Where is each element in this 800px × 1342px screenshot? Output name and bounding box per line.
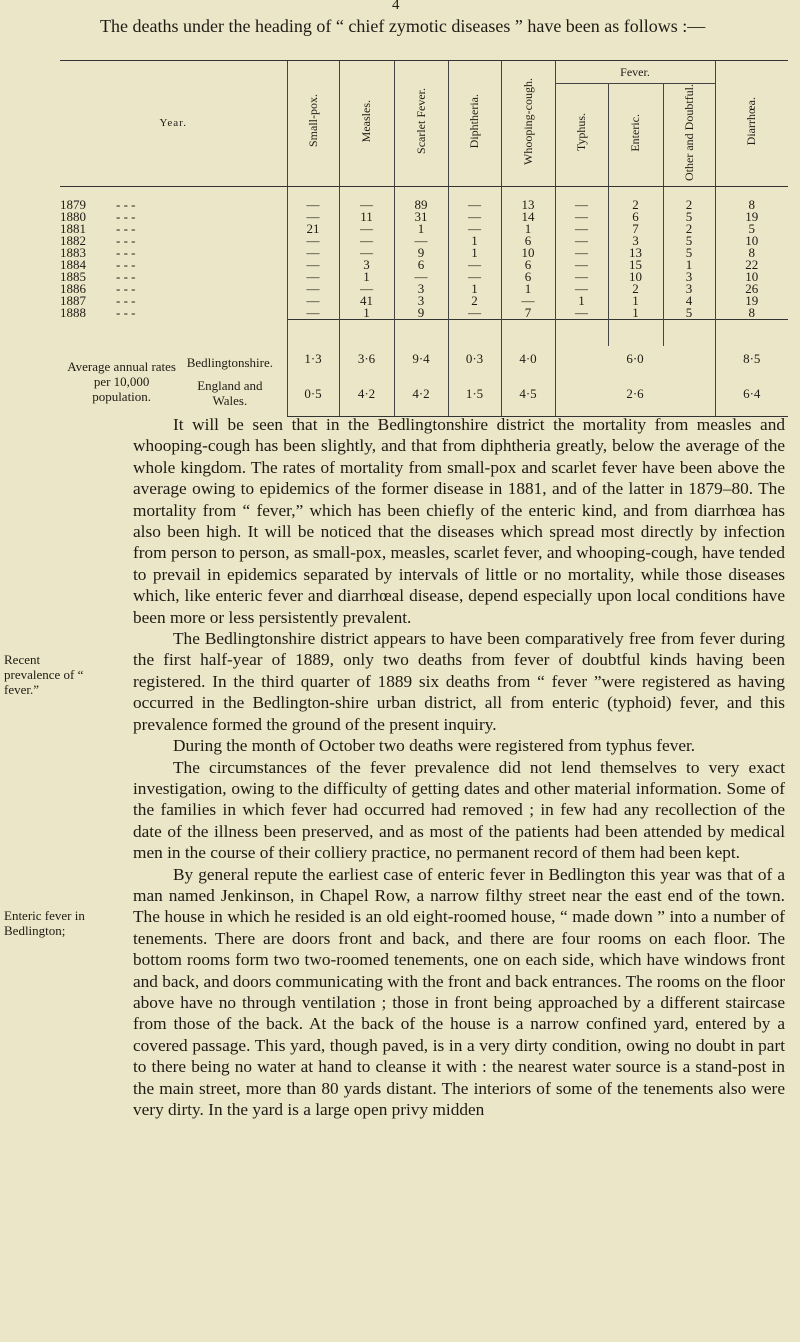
paragraph: The circumstances of the fever prevalence did not lend themselves to very exact investigation, owing to the difficulty of getting dates and other material information. Some of the families in which fever had occurred had removed ; in few had any recollection of the date of the illness been preserved, and as most of the patients had been attended by medical men in the course of their colliery practice, no permanent record of them had been kept. (133, 757, 785, 863)
value-cell: 13 (501, 186, 555, 211)
value-cell: — (287, 247, 339, 259)
table-row (60, 271, 788, 283)
table-row (60, 283, 788, 295)
value-cell: 6 (394, 259, 448, 271)
value-cell: — (448, 259, 501, 271)
avg-value: 4·2 (394, 372, 448, 417)
value-cell: 26 (715, 283, 788, 295)
year-cell: 1887 - - - (60, 292, 136, 308)
value-cell: — (287, 271, 339, 283)
value-cell: — (339, 223, 394, 235)
value-cell: 8 (715, 307, 788, 320)
average-rates-label: Average annual rates per 10,000 population. Bedlingtonshire. England and Wales. (60, 346, 287, 417)
value-cell: 15 (608, 259, 663, 271)
col-header-diphtheria: Diphtheria. (448, 61, 501, 187)
value-cell: — (339, 283, 394, 295)
value-cell: 2 (608, 186, 663, 211)
value-cell: 1 (501, 223, 555, 235)
value-cell: 1 (339, 307, 394, 320)
value-cell: 5 (715, 223, 788, 235)
value-cell: 19 (715, 295, 788, 307)
year-cell: 1884 - - - (60, 256, 136, 272)
paragraph: The Bedlingtonshire district appears to have been comparatively free from fever during the first half-year of 1889, only two deaths from fever of doubtful kinds having been registered. In the third quarter of 1889 six deaths from “ fever ”were registered as having occurred in the Bedlington-shire urban district, all from enteric (typhoid) fever, and this prevalence formed the ground of the present inquiry. (133, 629, 785, 734)
value-cell: 1 (394, 223, 448, 235)
value-cell: 21 (287, 223, 339, 235)
value-cell: — (555, 186, 608, 211)
year-cell: 1882 - - - (60, 232, 136, 248)
value-cell: 1 (501, 283, 555, 295)
intro-sentence: The deaths under the heading of “ chief zymotic diseases ” have been as follows :— (100, 16, 706, 36)
value-cell: 10 (715, 235, 788, 247)
avg-value: 1·5 (448, 372, 501, 417)
avg-value: 0·3 (448, 346, 501, 372)
side-note-enteric-bedlington: Enteric fever in Bedlington; (4, 908, 85, 938)
paragraph: During the month of October two deaths were registered from typhus fever. (173, 736, 696, 756)
value-cell: — (555, 307, 608, 320)
area-england-wales: England and Wales. (197, 377, 263, 408)
col-header-measles: Measles. (339, 61, 394, 187)
value-cell: 10 (608, 271, 663, 283)
year-header: Year. (60, 61, 287, 187)
value-cell: 19 (715, 211, 788, 223)
value-cell: — (287, 259, 339, 271)
value-cell: 9 (394, 307, 448, 320)
value-cell: 22 (715, 259, 788, 271)
value-cell: 3 (394, 295, 448, 307)
value-cell: 1 (663, 259, 715, 271)
col-header-typhus: Typhus. (555, 84, 608, 187)
col-header-other-doubtful: Other and Doubtful. (663, 84, 715, 187)
value-cell: 2 (608, 283, 663, 295)
value-cell: 10 (501, 247, 555, 259)
paragraph: It will be seen that in the Bedlingtonshire district the mortality from measles and whooping-cough has been slightly, and that from diphtheria greatly, below the average of the whole kingdom. The rates of mortality from small-pox and scarlet fever have been above the average owing to epidemics of the former disease in 1881, and of the latter in 1879–80. The mortality from “ fever,” which has been chiefly of the enteric kind, and from diarrhœa has also been high. It will be noticed that the diseases which spread most directly by infection from person to person, as small-pox, measles, scarlet fever, and whooping-cough, have tended to prevail in epidemics separated by intervals of little or no mortality, while those diseases which, like enteric fever and diarrhœal disease, depend especially upon local conditions have been more or less persistently prevalent. (133, 415, 785, 627)
value-cell: — (339, 235, 394, 247)
value-cell: — (287, 186, 339, 211)
table-row (60, 307, 788, 320)
value-cell: 1 (555, 295, 608, 307)
value-cell: 5 (663, 307, 715, 320)
value-cell: 1 (448, 283, 501, 295)
value-cell: — (394, 271, 448, 283)
page-number: 4 (392, 0, 400, 13)
value-cell: 1 (448, 235, 501, 247)
value-cell: — (287, 295, 339, 307)
col-header-smallpox: Small-pox. (287, 61, 339, 187)
side-note-recent-fever: Recent prevalence of “ fever.” (4, 652, 84, 697)
table-row (60, 295, 788, 307)
avg-fever-value: 6·0 (555, 346, 715, 372)
year-cell: 1888 - - - (60, 305, 136, 321)
year-cell: 1885 - - - (60, 268, 136, 284)
avg-value: 3·6 (339, 346, 394, 372)
table-row (60, 211, 788, 223)
value-cell: — (448, 271, 501, 283)
intro-text (60, 16, 780, 36)
value-cell: 13 (608, 247, 663, 259)
area-bedlingtonshire: Bedlingtonshire. (186, 354, 274, 370)
avg-diarrhoea-value: 8·5 (715, 346, 788, 372)
value-cell: — (555, 235, 608, 247)
value-cell: — (555, 223, 608, 235)
value-cell: 8 (715, 186, 788, 211)
table-row (60, 235, 788, 247)
value-cell: 1 (608, 295, 663, 307)
value-cell: 7 (501, 307, 555, 320)
value-cell: 5 (663, 211, 715, 223)
value-cell: — (287, 283, 339, 295)
value-cell: — (501, 295, 555, 307)
col-header-diarrhoea: Diarrhœa. (715, 61, 788, 187)
avg-value: 1·3 (287, 346, 339, 372)
col-header-enteric: Enteric. (608, 84, 663, 187)
avg-value: 0·5 (287, 372, 339, 417)
body-text (133, 414, 785, 1120)
value-cell: 4 (663, 295, 715, 307)
value-cell: 2 (448, 295, 501, 307)
table-row (60, 247, 788, 259)
value-cell: 14 (501, 211, 555, 223)
value-cell: 8 (715, 247, 788, 259)
value-cell: — (555, 259, 608, 271)
value-cell: 10 (715, 271, 788, 283)
avg-value: 4·2 (339, 372, 394, 417)
value-cell: — (555, 247, 608, 259)
col-header-scarlet-fever: Scarlet Fever. (394, 61, 448, 187)
value-cell: 7 (608, 223, 663, 235)
value-cell: — (555, 211, 608, 223)
year-cell: 1879 - - - (60, 196, 136, 212)
year-cell: 1886 - - - (60, 280, 136, 296)
value-cell: — (287, 235, 339, 247)
avg-value: 9·4 (394, 346, 448, 372)
value-cell: 1 (608, 307, 663, 320)
value-cell: 3 (663, 283, 715, 295)
value-cell: 2 (663, 223, 715, 235)
value-cell: 89 (394, 186, 448, 211)
value-cell: — (287, 307, 339, 320)
year-cell: 1880 - - - (60, 208, 136, 224)
value-cell: 1 (339, 271, 394, 283)
value-cell: 31 (394, 211, 448, 223)
year-cell: 1883 - - - (60, 244, 136, 260)
col-header-whooping-cough: Whooping-cough. (501, 61, 555, 187)
value-cell: 6 (608, 211, 663, 223)
value-cell: — (448, 186, 501, 211)
paragraph: By general repute the earliest case of enteric fever in Bedlington this year was that of a man named Jenkinson, in Chapel Row, a narrow filthy street near the east end of the town. The house in which he resided is an old eight-roomed house, “ made down ” into a number of tenements. There are doors front and back, and there are four rooms on each floor. The bottom rooms form two two-roomed tenements, one on each side, which have windows front and back, and doors communicating with the front and back entrances. The rooms on the floor above have no through ventilation ; those in front being approached by a different staircase from those of the back. At the back of the house is a narrow confined yard, entered by a covered passage. This yard, though paved, is in a very dirty condition, owing no doubt in part to there being no water at hand to cleanse it with : the nearest water source is a stand-post in the main street, more than 80 yards distant. The interiors of some of the tenements also were very dirty. In the yard is a large open privy midden (133, 864, 785, 1119)
value-cell: — (448, 223, 501, 235)
value-cell: 9 (394, 247, 448, 259)
value-cell: 3 (339, 259, 394, 271)
value-cell: 11 (339, 211, 394, 223)
avg-value: 4·5 (501, 372, 555, 417)
avg-value: 4·0 (501, 346, 555, 372)
year-cell: 1881 - - - (60, 220, 136, 236)
value-cell: 41 (339, 295, 394, 307)
value-cell: 2 (663, 186, 715, 211)
value-cell: 6 (501, 271, 555, 283)
value-cell: — (287, 211, 339, 223)
avg-diarrhoea-value: 6·4 (715, 372, 788, 417)
value-cell: — (555, 271, 608, 283)
value-cell: — (448, 307, 501, 320)
fever-header: Fever. (555, 61, 715, 84)
value-cell: 6 (501, 259, 555, 271)
value-cell: 5 (663, 247, 715, 259)
value-cell: 3 (394, 283, 448, 295)
value-cell: 6 (501, 235, 555, 247)
zymotic-deaths-table (60, 60, 788, 417)
table-row (60, 186, 788, 211)
value-cell: — (394, 235, 448, 247)
value-cell: 3 (608, 235, 663, 247)
value-cell: — (555, 283, 608, 295)
avg-fever-value: 2·6 (555, 372, 715, 417)
value-cell: 1 (448, 247, 501, 259)
value-cell: — (448, 211, 501, 223)
value-cell: — (339, 186, 394, 211)
value-cell: — (339, 247, 394, 259)
value-cell: 5 (663, 235, 715, 247)
value-cell: 3 (663, 271, 715, 283)
